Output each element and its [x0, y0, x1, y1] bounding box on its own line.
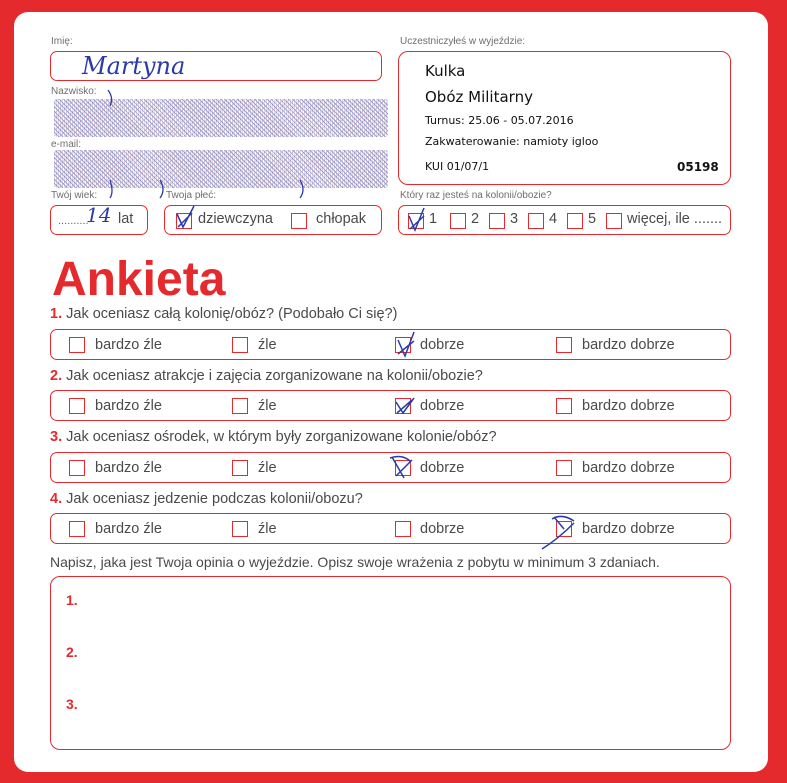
survey-title: Ankieta: [52, 253, 226, 306]
age-dots: ..........: [58, 215, 89, 227]
q4-opt-bardzo-zle: bardzo źle: [95, 521, 162, 537]
gender-checkbox-boy[interactable]: [291, 213, 307, 229]
times-checkbox-5[interactable]: [567, 213, 583, 229]
q1-opt-dobrze: dobrze: [420, 337, 465, 353]
gender-label: Twoja płeć:: [166, 190, 217, 201]
gender-girl-check-mark: [172, 203, 198, 233]
accommodation-label: Zakwaterowanie:: [425, 135, 520, 148]
times-option-1: 1: [429, 211, 438, 227]
age-unit: lat: [118, 211, 134, 227]
q1-opt-zle: źle: [258, 337, 277, 353]
q3-check-mark: [386, 452, 416, 482]
times-checkbox-3[interactable]: [489, 213, 505, 229]
q3-text: Jak oceniasz ośrodek, w którym były zorganizowane kolonie/obóz?: [66, 429, 497, 445]
accommodation-value: namioty igloo: [523, 135, 599, 148]
q1-checkbox-bardzo-dobrze[interactable]: [556, 337, 572, 353]
times-option-3: 3: [510, 211, 519, 227]
times-checkbox-4[interactable]: [528, 213, 544, 229]
q3-opt-bardzo-dobrze: bardzo dobrze: [582, 460, 675, 476]
surname-label: Nazwisko:: [51, 86, 97, 97]
turnus-label: Turnus:: [425, 114, 465, 127]
trip-label: Uczestniczyłeś w wyjeździe:: [400, 36, 526, 47]
q3-checkbox-bardzo-zle[interactable]: [69, 460, 85, 476]
times-option-2: 2: [471, 211, 480, 227]
q3-opt-dobrze: dobrze: [420, 460, 465, 476]
times-option-more: więcej, ile .......: [627, 211, 723, 227]
q2-checkbox-bardzo-zle[interactable]: [69, 398, 85, 414]
times-checkbox-more[interactable]: [606, 213, 622, 229]
q4-check-mark: [538, 511, 582, 553]
handwriting-strokes: [100, 80, 400, 200]
q2-number: 2.: [50, 368, 63, 384]
q4-checkbox-zle[interactable]: [232, 521, 248, 537]
gender-option-boy: chłopak: [316, 211, 366, 227]
opinion-line-2: 2.: [66, 644, 78, 660]
q4-checkbox-bardzo-zle[interactable]: [69, 521, 85, 537]
q1-opt-bardzo-zle: bardzo źle: [95, 337, 162, 353]
times-label: Który raz jesteś na kolonii/obozie?: [400, 190, 552, 201]
q1-text: Jak oceniasz całą kolonię/obóz? (Podobało Ci się?): [66, 306, 398, 322]
opinion-line-3: 3.: [66, 696, 78, 712]
times-option-4: 4: [549, 211, 558, 227]
q2-opt-bardzo-zle: bardzo źle: [95, 398, 162, 414]
gender-option-girl: dziewczyna: [198, 211, 273, 227]
times-option-5: 5: [588, 211, 597, 227]
age-value: 14: [86, 203, 112, 227]
q3-number: 3.: [50, 429, 63, 445]
q2-opt-bardzo-dobrze: bardzo dobrze: [582, 398, 675, 414]
q1-checkbox-zle[interactable]: [232, 337, 248, 353]
q1-number: 1.: [50, 306, 63, 322]
q1-checkbox-bardzo-zle[interactable]: [69, 337, 85, 353]
q4-opt-zle: źle: [258, 521, 277, 537]
times-checkbox-2[interactable]: [450, 213, 466, 229]
q2-check-mark: [393, 394, 417, 418]
name-label: Imię:: [51, 36, 73, 47]
email-label: e-mail:: [51, 139, 82, 150]
q1-check-mark: [392, 330, 420, 360]
name-value: Martyna: [82, 52, 186, 80]
q2-opt-zle: źle: [258, 398, 277, 414]
q2-checkbox-zle[interactable]: [232, 398, 248, 414]
q1-opt-bardzo-dobrze: bardzo dobrze: [582, 337, 675, 353]
trip-code: KUI 01/07/1: [425, 160, 490, 173]
q3-checkbox-zle[interactable]: [232, 460, 248, 476]
q4-opt-bardzo-dobrze: bardzo dobrze: [582, 521, 675, 537]
turnus-value: 25.06 - 05.07.2016: [468, 114, 574, 127]
trip-name: Kulka: [425, 62, 466, 80]
trip-number: 05198: [677, 160, 719, 174]
times-check-mark: [404, 205, 430, 235]
q3-opt-zle: źle: [258, 460, 277, 476]
q2-opt-dobrze: dobrze: [420, 398, 465, 414]
q4-text: Jak oceniasz jedzenie podczas kolonii/obozu?: [66, 491, 363, 507]
q3-opt-bardzo-zle: bardzo źle: [95, 460, 162, 476]
opinion-prompt: Napisz, jaka jest Twoja opinia o wyjeździe. Opisz swoje wrażenia z pobytu w minimum 3 zdaniach.: [50, 554, 660, 570]
q4-checkbox-dobrze[interactable]: [395, 521, 411, 537]
age-label: Twój wiek:: [51, 190, 98, 201]
q2-checkbox-bardzo-dobrze[interactable]: [556, 398, 572, 414]
opinion-textarea[interactable]: [50, 576, 731, 750]
q4-number: 4.: [50, 491, 63, 507]
opinion-line-1: 1.: [66, 592, 78, 608]
trip-camp: Obóz Militarny: [425, 88, 533, 106]
q2-text: Jak oceniasz atrakcje i zajęcia zorganizowane na kolonii/obozie?: [66, 368, 483, 384]
q3-checkbox-bardzo-dobrze[interactable]: [556, 460, 572, 476]
q4-opt-dobrze: dobrze: [420, 521, 465, 537]
